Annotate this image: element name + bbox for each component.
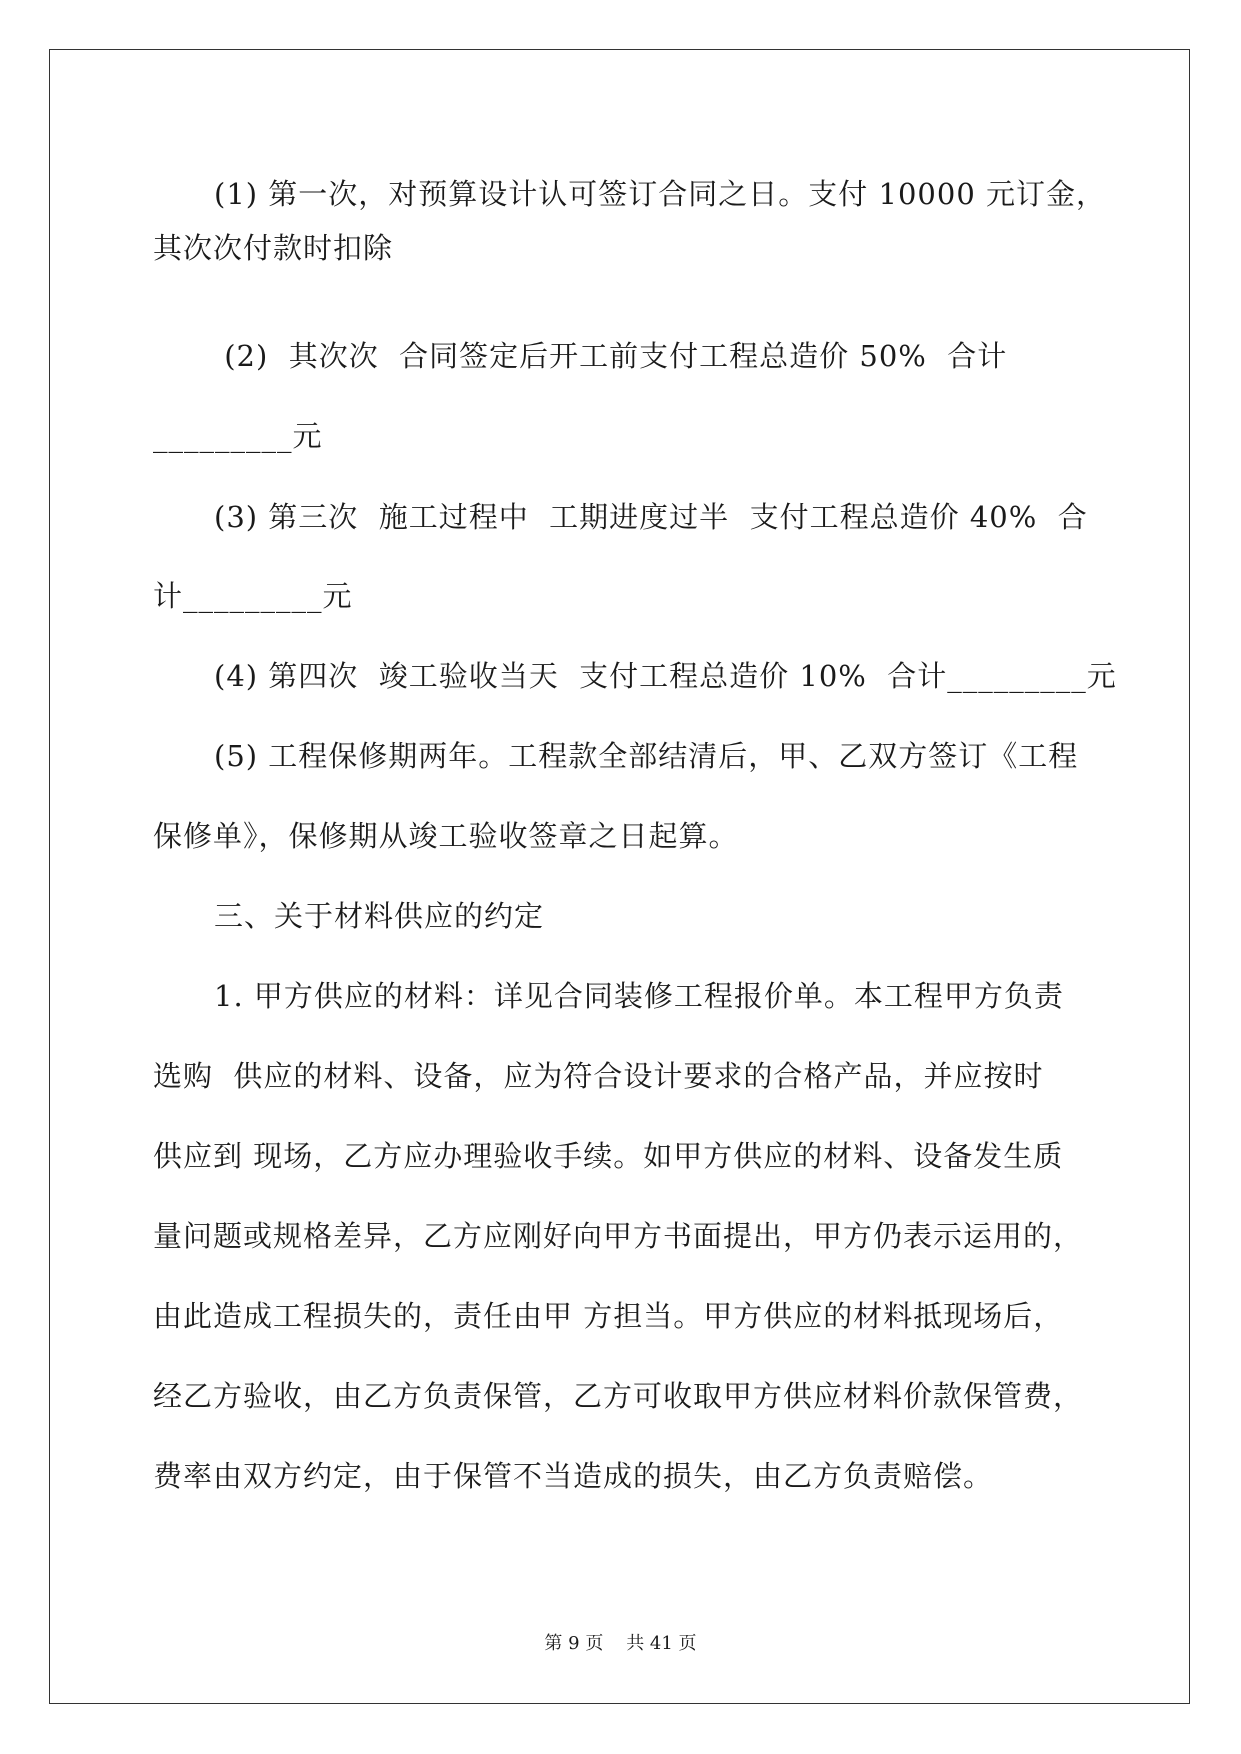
payment-clause-1-line-1: (1) 第一次，对预算设计认可签订合同之日。支付 10000 元订金， bbox=[214, 177, 1106, 211]
payment-clause-3-line-1: (3) 第三次 施工过程中 工期进度过半 支付工程总造价 40% 合 bbox=[214, 500, 1088, 534]
payment-clause-2-line-1: (2) 其次次 合同签定后开工前支付工程总造价 50% 合计 bbox=[214, 339, 1008, 373]
material-clause-line-6: 经乙方验收，由乙方负责保管，乙方可收取甲方供应材料价款保管费， bbox=[153, 1379, 1084, 1413]
material-clause-line-1: 1. 甲方供应的材料：详见合同装修工程报价单。本工程甲方负责 bbox=[214, 979, 1064, 1013]
section-heading-material-supply: 三、关于材料供应的约定 bbox=[214, 899, 545, 933]
payment-clause-5-line-1: (5) 工程保修期两年。工程款全部结清后，甲、乙双方签订《工程 bbox=[214, 739, 1079, 773]
payment-clause-5-line-2: 保修单》，保修期从竣工验收签章之日起算。 bbox=[153, 819, 739, 853]
payment-clause-1-line-2: 其次次付款时扣除 bbox=[153, 231, 394, 265]
material-clause-line-4: 量问题或规格差异，乙方应刚好向甲方书面提出，甲方仍表示运用的， bbox=[153, 1219, 1084, 1253]
payment-clause-3-line-2: 计_________元 bbox=[153, 579, 353, 613]
payment-clause-2-line-2: _________元 bbox=[153, 419, 323, 453]
material-clause-line-2: 选购 供应的材料、设备，应为符合设计要求的合格产品，并应按时 bbox=[153, 1059, 1044, 1093]
material-clause-line-7: 费率由双方约定，由于保管不当造成的损失，由乙方负责赔偿。 bbox=[153, 1459, 994, 1493]
material-clause-line-3: 供应到 现场，乙方应办理验收手续。如甲方供应的材料、设备发生质 bbox=[153, 1139, 1064, 1173]
page-number-footer: 第 9 页 共 41 页 bbox=[544, 1633, 697, 1654]
material-clause-line-5: 由此造成工程损失的，责任由甲 方担当。甲方供应的材料抵现场后， bbox=[153, 1299, 1064, 1333]
payment-clause-4-line-1: (4) 第四次 竣工验收当天 支付工程总造价 10% 合计_________元 bbox=[214, 659, 1117, 693]
